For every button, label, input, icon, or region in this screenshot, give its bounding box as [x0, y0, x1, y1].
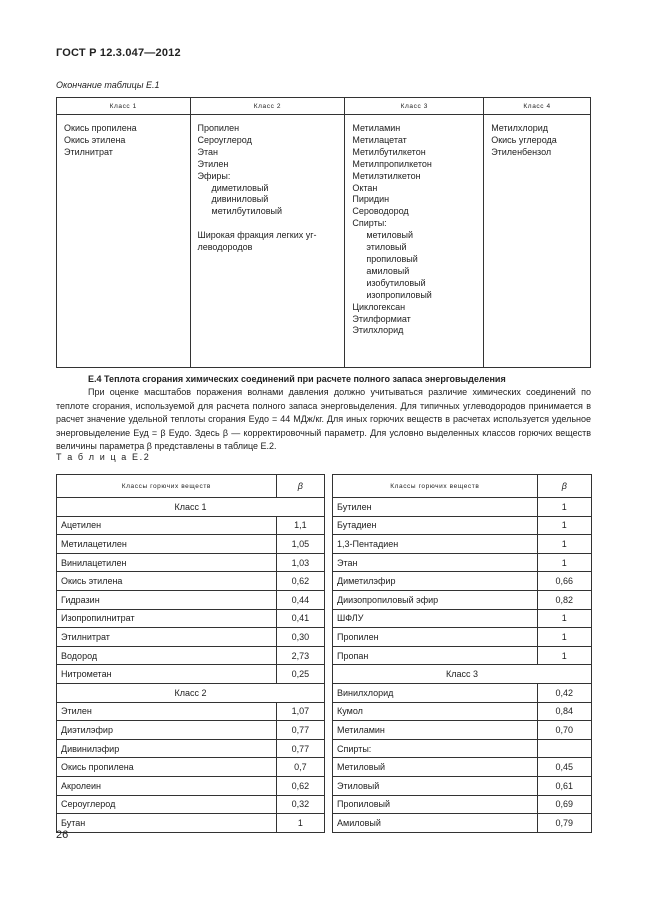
list-item: пропиловый — [366, 253, 418, 264]
beta-value: 0,32 — [276, 795, 324, 814]
beta-value: 1,07 — [276, 702, 324, 721]
substance-name: Пропиловый — [333, 795, 538, 814]
list-item: метилбутиловый — [211, 206, 283, 217]
substance-name: Кумол — [333, 702, 538, 721]
class-row — [57, 498, 325, 517]
table-row — [57, 553, 325, 572]
beta-value: 0,66 — [537, 572, 591, 591]
beta-value: 1 — [537, 609, 591, 628]
substance-name: Сероуглерод — [57, 795, 277, 814]
beta-value: 1 — [537, 646, 591, 665]
table-row — [57, 795, 325, 814]
beta-value — [537, 739, 591, 758]
class4-cell — [484, 115, 591, 368]
beta-value: 0,62 — [276, 776, 324, 795]
table-row — [333, 535, 592, 554]
table-row — [57, 516, 325, 535]
table-row — [57, 758, 325, 777]
table-row — [333, 498, 592, 517]
substance-name: Бутилен — [333, 498, 538, 517]
table-row — [57, 572, 325, 591]
table-row — [57, 646, 325, 665]
substance-name: ШФЛУ — [333, 609, 538, 628]
class2-wide-fraction — [198, 230, 338, 254]
list-item: Окись пропилена — [64, 123, 137, 133]
beta-value: 0,7 — [276, 758, 324, 777]
beta-value: 0,79 — [537, 814, 591, 833]
table-e1-caption: Окончание таблицы Е.1 — [56, 80, 160, 90]
beta-value: 1 — [276, 814, 324, 833]
list-item: Метилпропилкетон — [352, 158, 432, 169]
beta-value: 1 — [537, 553, 591, 572]
class3-list — [352, 123, 476, 230]
table-row — [333, 646, 592, 665]
substance-name: Метилацетилен — [57, 535, 277, 554]
substance-name: Метиламин — [333, 721, 538, 740]
beta-value: 0,70 — [537, 721, 591, 740]
list-item: дивиниловый — [211, 194, 269, 205]
list-item: изопропиловый — [366, 289, 432, 300]
list-item: Этиленбензол — [491, 146, 552, 157]
substance-name: Спирты: — [333, 739, 538, 758]
substance-name: Окись этилена — [57, 572, 277, 591]
beta-value: 0,77 — [276, 721, 324, 740]
list-item: Метиламин — [352, 123, 401, 133]
class-row — [333, 665, 592, 684]
table-row — [57, 535, 325, 554]
class2-list — [198, 123, 338, 183]
class3-alcohols — [352, 230, 476, 301]
beta-header: β — [537, 475, 591, 498]
page-number: 26 — [56, 829, 69, 841]
table-row — [57, 739, 325, 758]
table-row — [333, 758, 592, 777]
list-item: амиловый — [366, 265, 410, 276]
beta-value: 0,41 — [276, 609, 324, 628]
table-row — [333, 516, 592, 535]
table-row — [57, 814, 325, 833]
beta-value: 0,84 — [537, 702, 591, 721]
list-item: Широкая фракция легких уг- — [197, 230, 317, 241]
substance-name: Акролеин — [57, 776, 277, 795]
substance-name: Пропан — [333, 646, 538, 665]
substance-name: Этиловый — [333, 776, 538, 795]
class2-ethers — [198, 183, 338, 219]
substance-name: Метиловый — [333, 758, 538, 777]
list-item: леводородов — [197, 242, 253, 253]
list-item: Этилформиат — [352, 313, 411, 324]
list-item: Метилацетат — [352, 134, 407, 145]
body-paragraph: При оценке масштабов поражения волнами давления должно учитываться различие химических соединений по теплоте сгорания, используемой для расчета полного запаса энерговыделения. Для типичных углеводородов принимается в расчет значение удельной теплоты сгорания Eудо = 44 МДж/кг. Для иных горючих веществ в расчетах используется удельное энерговыделение Eуд = β Eудо. Здесь β — корректировочный параметр. Для условно выделенных классов горючих веществ величины параметра β представлены в таблице Е.2. — [56, 387, 591, 452]
list-item: Октан — [352, 182, 378, 193]
list-item: Метилбутилкетон — [352, 146, 426, 157]
table-row — [57, 590, 325, 609]
beta-value: 1 — [537, 516, 591, 535]
table-row — [333, 814, 592, 833]
column-header: Класс 4 — [484, 98, 591, 115]
table-row — [57, 776, 325, 795]
class-label: Класс 2 — [57, 683, 325, 702]
list-item: Этилен — [197, 158, 229, 169]
table-body — [57, 498, 325, 833]
list-item: Сероуглерод — [197, 134, 252, 145]
substance-name: Этилнитрат — [57, 628, 277, 647]
substance-name: Нитрометан — [57, 665, 277, 684]
table-e2-left — [56, 474, 325, 833]
substance-name: Ацетилен — [57, 516, 277, 535]
list-item: этиловый — [366, 242, 407, 253]
table-row — [57, 609, 325, 628]
beta-value: 1,1 — [276, 516, 324, 535]
substance-name: Гидразин — [57, 590, 277, 609]
substance-name: Окись пропилена — [57, 758, 277, 777]
list-item: изобутиловый — [366, 277, 426, 288]
table-row — [333, 739, 592, 758]
document-header: ГОСТ Р 12.3.047—2012 — [56, 47, 181, 59]
class3-tail — [352, 302, 476, 338]
column-header: Класс 1 — [57, 98, 191, 115]
column-header: Класс 2 — [190, 98, 345, 115]
beta-value: 0,77 — [276, 739, 324, 758]
substance-name: Дивинилэфир — [57, 739, 277, 758]
beta-value: 0,69 — [537, 795, 591, 814]
class-label: Класс 3 — [333, 665, 592, 684]
substance-name: Диэтилэфир — [57, 721, 277, 740]
class3-cell — [345, 115, 484, 368]
class2-cell — [190, 115, 345, 368]
substance-name: Этан — [333, 553, 538, 572]
list-item: метиловый — [366, 230, 414, 241]
substance-name: Диметилэфир — [333, 572, 538, 591]
beta-value: 1,03 — [276, 553, 324, 572]
beta-header: β — [276, 475, 324, 498]
table-row — [333, 721, 592, 740]
list-item: Пропилен — [197, 123, 240, 133]
table-row — [333, 590, 592, 609]
beta-value: 1 — [537, 628, 591, 647]
table-e2-right — [332, 474, 592, 833]
table-row — [57, 721, 325, 740]
list-item: Окись углерода — [491, 134, 557, 145]
substance-name: Этилен — [57, 702, 277, 721]
beta-value: 0,62 — [276, 572, 324, 591]
list-item: диметиловый — [211, 182, 269, 193]
column-header: Классы горючих веществ — [57, 475, 277, 498]
table-row — [333, 702, 592, 721]
table-e1 — [56, 97, 591, 368]
table-row — [57, 665, 325, 684]
beta-value: 1,05 — [276, 535, 324, 554]
beta-value: 2,73 — [276, 646, 324, 665]
substance-name: Бутан — [57, 814, 277, 833]
class-row — [57, 683, 325, 702]
table-row — [333, 795, 592, 814]
beta-value: 0,25 — [276, 665, 324, 684]
substance-name: Водород — [57, 646, 277, 665]
table-row — [333, 776, 592, 795]
substance-name: 1,3-Пентадиен — [333, 535, 538, 554]
table-e2-caption: Т а б л и ц а Е.2 — [56, 452, 151, 462]
beta-value: 0,44 — [276, 590, 324, 609]
substance-name: Бутадиен — [333, 516, 538, 535]
list-item: Этан — [197, 146, 218, 157]
substance-name: Амиловый — [333, 814, 538, 833]
table-row — [333, 609, 592, 628]
table-body — [333, 498, 592, 833]
table-row — [333, 553, 592, 572]
list-item: Метилэтилкетон — [352, 170, 421, 181]
table-row — [333, 628, 592, 647]
list-item: Окись этилена — [64, 134, 126, 145]
list-item: Этилнитрат — [64, 146, 113, 157]
beta-value: 0,61 — [537, 776, 591, 795]
beta-value: 0,45 — [537, 758, 591, 777]
list-item: Этилхлорид — [352, 325, 404, 336]
list-item: Эфиры: — [197, 170, 231, 181]
column-header: Классы горючих веществ — [333, 475, 538, 498]
list-item: Циклогексан — [352, 301, 406, 312]
substance-name: Диизопропиловый эфир — [333, 590, 538, 609]
class-label: Класс 1 — [57, 498, 325, 517]
table-row — [57, 628, 325, 647]
substance-name: Пропилен — [333, 628, 538, 647]
list-item: Спирты: — [352, 218, 387, 229]
table-row — [333, 683, 592, 702]
section-title: Е.4 Теплота сгорания химических соединений при расчете полного запаса энерговыделения — [88, 374, 506, 384]
beta-value: 0,82 — [537, 590, 591, 609]
list-item: Метилхлорид — [491, 123, 549, 133]
class1-cell — [57, 115, 191, 368]
beta-value: 0,42 — [537, 683, 591, 702]
substance-name: Винилацетилен — [57, 553, 277, 572]
beta-value: 0,30 — [276, 628, 324, 647]
list-item: Пиридин — [352, 194, 390, 205]
table-row — [57, 702, 325, 721]
table-row — [333, 572, 592, 591]
list-item: Сероводород — [352, 206, 409, 217]
beta-value: 1 — [537, 498, 591, 517]
substance-name: Изопропилнитрат — [57, 609, 277, 628]
substance-name: Винилхлорид — [333, 683, 538, 702]
beta-value: 1 — [537, 535, 591, 554]
column-header: Класс 3 — [345, 98, 484, 115]
